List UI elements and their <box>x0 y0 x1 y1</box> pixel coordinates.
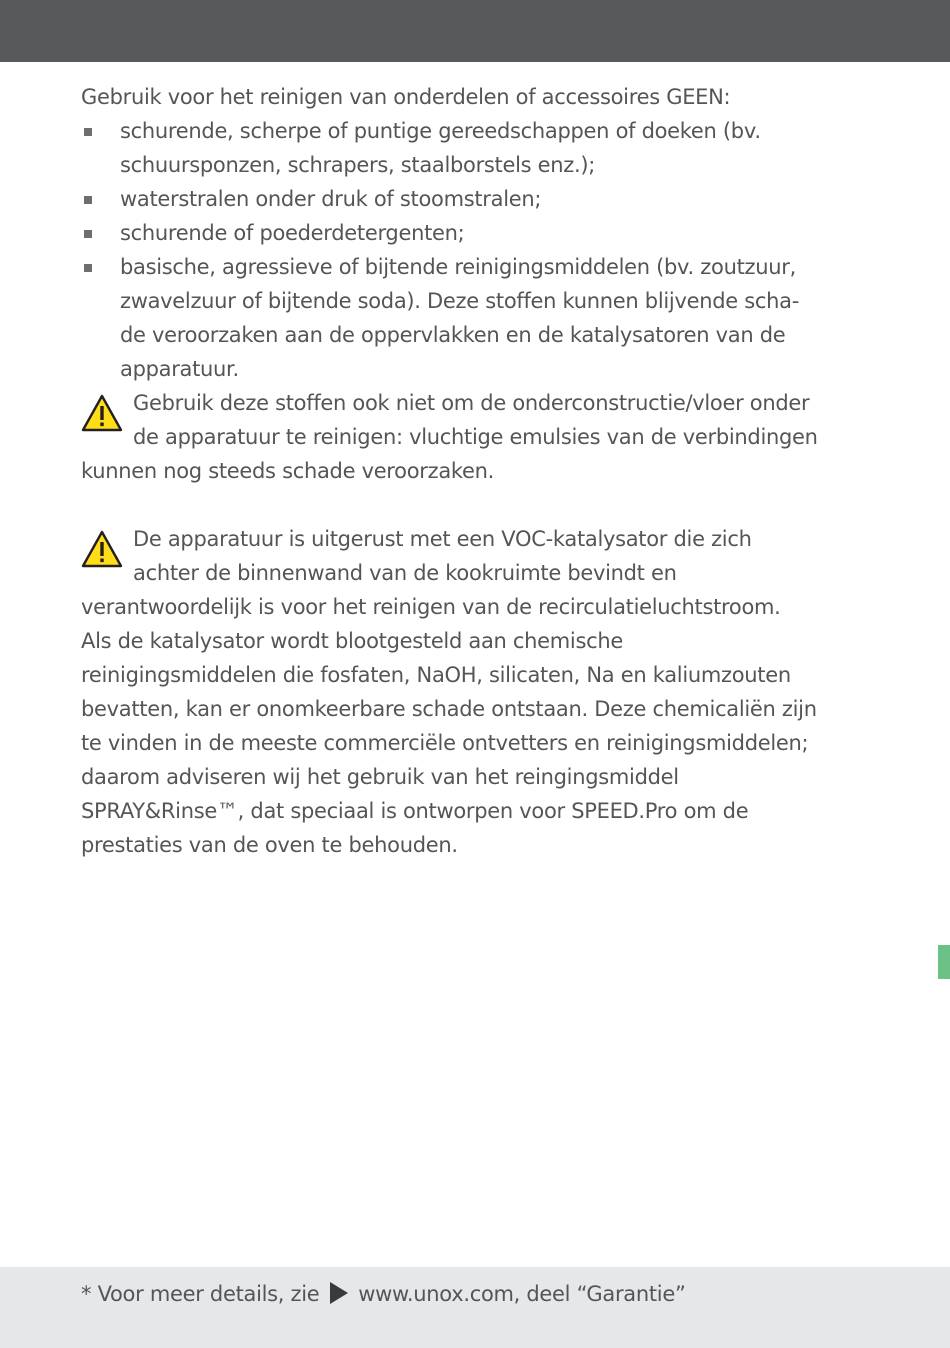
warning-block-1: Gebruik deze stoffen ook niet om de onderconstructie/vloer onder de apparatuur te reinigen: vluchtige emulsies van de verbindingen kunnen nog steeds schade veroorzaken. <box>81 391 818 483</box>
play-arrow-icon <box>330 1282 348 1304</box>
bullet-square-icon <box>84 264 92 272</box>
bullet-square-icon <box>84 128 92 136</box>
page-content <box>81 80 871 862</box>
warning-triangle-icon <box>81 394 123 432</box>
section-tab-marker <box>938 945 950 979</box>
bullet-square-icon <box>84 196 92 204</box>
prohibited-list <box>81 114 871 386</box>
top-header-bar <box>0 0 950 62</box>
warning-triangle-icon <box>81 530 123 568</box>
list-item: waterstralen onder druk of stoomstralen; <box>81 182 871 216</box>
list-item: basische, agressieve of bijtende reinigingsmiddelen (bv. zoutzuur, zwavelzuur of bijtende soda). Deze stoffen kunnen blijvende scha- de veroorzaken aan de oppervlakken en de katalysatoren van de apparatuur. <box>81 250 871 386</box>
bullet-square-icon <box>84 230 92 238</box>
list-item: schurende, scherpe of puntige gereedschappen of doeken (bv. schuursponzen, schrapers, staalborstels enz.); <box>81 114 871 182</box>
intro-text: Gebruik voor het reinigen van onderdelen of accessoires GEEN: <box>81 85 731 109</box>
warranty-link-text: www.unox.com, deel “Garantie” <box>358 1282 686 1306</box>
warning-block-2: De apparatuur is uitgerust met een VOC-katalysator die zich achter de binnenwand van de kookruimte bevindt en verantwoordelijk is voor het reinigen van de recirculatieluchtstroom. Als de katalysator wordt blootgesteld aan chemische reinigingsmiddelen die fosfaten, NaOH, silicaten, Na en kaliumzouten bevatten, kan er onomkeerbare schade ontstaan. Deze chemicaliën zijn te vinden in de meeste commerciële ontvetters en reinigingsmiddelen; daarom adviseren wij het gebruik van het reingingsmiddel SPRAY&Rinse™, dat speciaal is ontworpen voor SPEED.Pro om de prestaties van de oven te behouden. <box>81 527 817 857</box>
footer-note: * Voor meer details, zie www.unox.com, deel “Garantie” <box>81 1282 686 1306</box>
list-item: schurende of poederdetergenten; <box>81 216 871 250</box>
